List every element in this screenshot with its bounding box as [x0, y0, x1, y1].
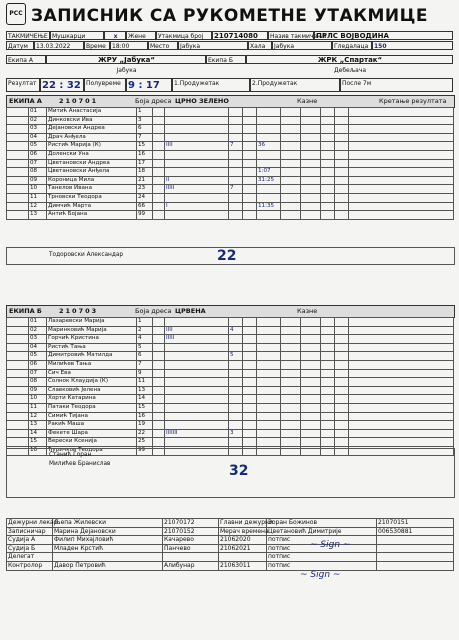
player-number: 13 — [137, 386, 153, 395]
player-number: 6 — [137, 125, 153, 134]
table-row: 16 Ђуричков Теодора 99 — [7, 446, 454, 455]
player-name: Цветановски Андреа — [47, 159, 137, 168]
table-row: 10 Танелов Ивана 23 IIIII 7 — [7, 185, 454, 194]
signature-a: ~ Sign ~ — [310, 540, 351, 550]
player-name: Патаки Теодора — [47, 403, 137, 412]
table-row: 07 Сич Ева 9 — [7, 369, 454, 378]
player-number: 22 — [137, 429, 153, 438]
table-row: 06 Доленски Уна 16 — [7, 150, 454, 159]
player-name: Цветановски Анђела — [47, 168, 137, 177]
player-number: 17 — [137, 159, 153, 168]
table-row: 12 Симић Тијана 16 — [7, 412, 454, 421]
team-b-roster — [6, 317, 454, 456]
player-number: 16 — [137, 150, 153, 159]
officials-table — [6, 518, 454, 571]
player-number: 25 — [137, 438, 153, 447]
table-row: 13 Ракић Маша 19 — [7, 421, 454, 430]
player-name: Фекете Шара — [47, 429, 137, 438]
table-row: 05 Ристић Марија (К) 15 IIII 7 36 — [7, 142, 454, 151]
table-row: 14 Фекете Шара 22 IIIIIII 3 — [7, 429, 454, 438]
table-row: 09 Короница Мила 21 II 31:25 — [7, 176, 454, 185]
player-name: Солнок Клаудија (К) — [47, 378, 137, 387]
halftime-result: 9 : 17 — [126, 78, 172, 92]
table-row: 08 Солнок Клаудија (К) 11 — [7, 378, 454, 387]
team-a-official — [6, 247, 455, 265]
competition-row: ТАКМИЧЕЊЕ Мушкарци x Жене Утакмица број 210714080 Назив такмичења ПРЛС ВОЈВОДИНА — [6, 31, 453, 40]
match-number: 210714080 — [212, 31, 268, 40]
team-a-goalie-total: 22 — [217, 248, 237, 264]
official-row: Дежурни лекар Љепа Жилевски 21070172 Главни дежурни Зоран Божинов 21070151 — [7, 519, 454, 528]
player-number: 14 — [137, 395, 153, 404]
player-number: 21 — [137, 176, 153, 185]
table-row: 10 Хорти Катарина 14 — [7, 395, 454, 404]
table-row: 07 Цветановски Андреа 17 — [7, 159, 454, 168]
player-number: 11 — [137, 378, 153, 387]
table-row: 03 Горчић Кристина 4 IIIII — [7, 335, 454, 344]
team-a-roster — [6, 107, 454, 220]
player-name: Ристић Марија (К) — [47, 142, 137, 151]
player-name: Димитровић Матилда — [47, 352, 137, 361]
federation-logo: РСС — [6, 3, 26, 25]
team-b-goalie-total: 32 — [229, 463, 249, 479]
player-name: Динковски Ива — [47, 116, 137, 125]
table-row: 12 Димчић Марта 66 I 11:35 — [7, 202, 454, 211]
official-row: Делегат потпис — [7, 553, 454, 562]
team-b-header: ЕКИПА Б 210703 Боја дреса ЦРВЕНА Казне — [6, 305, 455, 318]
table-row: 11 Патаки Теодора 15 — [7, 403, 454, 412]
table-row: 04 Ристић Тања 5 — [7, 343, 454, 352]
player-number: 2 — [137, 326, 153, 335]
team-a-name: ЖРУ „Јабука“ — [46, 55, 206, 64]
player-number: 1 — [137, 318, 153, 327]
player-name: Ђуричков Теодора — [47, 446, 137, 455]
table-row: 02 Динковски Ива 3 — [7, 116, 454, 125]
official-row: Контролор Давор Петровић Алибунар 21063011 потпис — [7, 561, 454, 570]
player-name: Драч Анђела — [47, 133, 137, 142]
player-name: Горчић Кристина — [47, 335, 137, 344]
final-result: 22 : 32 — [40, 78, 84, 92]
player-number: 23 — [137, 185, 153, 194]
competition-name: ПРЛС ВОЈВОДИНА — [314, 31, 453, 40]
player-number: 1 — [137, 108, 153, 117]
player-number: 15 — [137, 403, 153, 412]
player-number: 24 — [137, 193, 153, 202]
team-a-official-name: Тодоровски Александар — [49, 252, 124, 258]
player-name: Симић Тијана — [47, 412, 137, 421]
player-name: Хорти Катарина — [47, 395, 137, 404]
official-row: Судија Б Младен Крстић Панчево 21062021 потпис — [7, 544, 454, 553]
player-name: Митић Анастасија — [47, 108, 137, 117]
table-row: 09 Славковић Јелена 13 — [7, 386, 454, 395]
table-row: 13 Антић Бојана 99 — [7, 211, 454, 220]
team-b-officials: Станић Горан Милићев Бранислав 32 — [6, 448, 455, 498]
player-number: 66 — [137, 202, 153, 211]
player-name: Лазаревски Марија — [47, 318, 137, 327]
player-name: Верески Ксенија — [47, 438, 137, 447]
result-row: Резултат 22 : 32 Полувреме 9 : 17 1.Продужетак 2.Продужетак После 7м — [6, 78, 453, 92]
signature-b: ~ Sign ~ — [300, 570, 341, 580]
player-number: 6 — [137, 352, 153, 361]
player-name: Сич Ева — [47, 369, 137, 378]
player-number: 19 — [137, 421, 153, 430]
player-name: Дејановски Андреа — [47, 125, 137, 134]
player-name: Антић Бојана — [47, 211, 137, 220]
table-row: 06 Милићев Тања 7 — [7, 360, 454, 369]
official-row: Судија А Филип Михајловић Качарево 21062020 потпис — [7, 536, 454, 545]
player-number: 16 — [137, 412, 153, 421]
team-a-header: ЕКИПА А 210701 Боја дреса ЦРНО ЗЕЛЕНО Казне Кретање резултата — [6, 95, 455, 108]
player-name: Ристић Тања — [47, 343, 137, 352]
player-number: 7 — [137, 133, 153, 142]
player-number: 99 — [137, 211, 153, 220]
player-name: Танелов Ивана — [47, 185, 137, 194]
player-number: 4 — [137, 335, 153, 344]
table-row: 01 Митић Анастасија 1 — [7, 108, 454, 117]
table-row: 04 Драч Анђела 7 — [7, 133, 454, 142]
player-number: 18 — [137, 168, 153, 177]
player-name: Славковић Јелена — [47, 386, 137, 395]
team-b-name: ЖРК „Спартак“ — [246, 55, 453, 64]
table-row: 01 Лазаревски Марија 1 — [7, 318, 454, 327]
table-row: 08 Цветановски Анђела 18 1:07 — [7, 168, 454, 177]
table-row: 02 Маринковић Марија 2 IIII 4 — [7, 326, 454, 335]
player-number: 7 — [137, 360, 153, 369]
player-name: Трновски Теодора — [47, 193, 137, 202]
player-name: Ракић Маша — [47, 421, 137, 430]
player-name: Доленски Уна — [47, 150, 137, 159]
player-number: 3 — [137, 116, 153, 125]
official-row: Записничар Марина Дејановски 21070152 Мерач времена Цветановић Димитрије 006530881 — [7, 527, 454, 536]
table-row: 15 Верески Ксенија 25 — [7, 438, 454, 447]
table-row: 05 Димитровић Матилда 6 5 — [7, 352, 454, 361]
table-row: 03 Дејановски Андреа 6 — [7, 125, 454, 134]
sheet-title: ЗАПИСНИК СА РУКОМЕТНЕ УТАКМИЦЕ — [30, 6, 429, 26]
player-name: Короница Мила — [47, 176, 137, 185]
player-number: 5 — [137, 343, 153, 352]
player-name: Маринковић Марија — [47, 326, 137, 335]
player-number: 15 — [137, 142, 153, 151]
score-sheet: РСС ЗАПИСНИК СА РУКОМЕТНЕ УТАКМИЦЕ ТАКМИЧЕЊЕ Мушкарци x Жене Утакмица број 210714080 Назив такмичења ПРЛС ВОЈВОДИНА Датум 13.03.2022 Време 18:00 Место Јабука Хала Јабука Гледалаца 150 Екипа А ЖРУ „Јабука“ Екипа Б ЖРК „Спартак“ Јабука Дебељача Резултат 22 : 32 Полувреме 9 : 17 1.Продужетак 2.Продужетак После 7м ЕКИПА А 210701 Боја дреса ЦРНО ЗЕЛЕНО Казне Кретање резултата 01 Митић Анастасија 1 02 Динковски Ива 3 03 Дејановски Андреа 6 04 Драч Анђела 7 05 Ристић Марија (К) 15 IIII 7 36 06 Доленски Уна 16 07 Цветановски Андреа 17 08 Цветановски Анђела 18 1:07 09 Короница Мила 21 II 31:25 10 Танелов Ивана 23 IIIII 7 11 Трновски Теодора 24 12 Димчић Марта 66 I 11:35 13 Антић Бојана 99 Тодоровски Александар 22 ЕКИПА Б 210703 Боја дреса ЦРВЕНА Казне 01 Лазаревски Марија 1 02 Маринковић Марија 2 IIII 4 03 Горчић Кристина 4 IIIII 04 Ристић Тања 5 05 Димитровић Матилда 6 5 06 Милићев Тања 7 07 Сич Ева 9 08 Солнок Клаудија (К) 11 09 Славковић Јелена 13 10 Хорти Катарина 14 11 Патаки Теодора 15 12 Симић Тијана 16 13 Ракић Маша 19 14 Фекете Шара 22 IIIIIII 3 15 Верески Ксенија 25 16 Ђуричков Теодора 99 Станић Горан Милићев Бранислав 32 Дежурни лекар Љепа Жилевски 21070172 Главни дежурни Зоран Божинов 21070151 Записничар Марина Дејановски 21070152 Мерач времена Цветановић Димитрије 006530881 Судија А Филип Михајловић Качарево 21062020 потпис Судија Б Младен Крстић Панчево 21062021 потпис Делегат потпис Контролор Давор Петровић Алибунар 21063011 потпис ~ Sign ~ ~ Sign ~ — [0, 0, 459, 640]
player-name: Димчић Марта — [47, 202, 137, 211]
player-number: 99 — [137, 446, 153, 455]
table-row: 11 Трновски Теодора 24 — [7, 193, 454, 202]
player-number: 9 — [137, 369, 153, 378]
player-name: Милићев Тања — [47, 360, 137, 369]
